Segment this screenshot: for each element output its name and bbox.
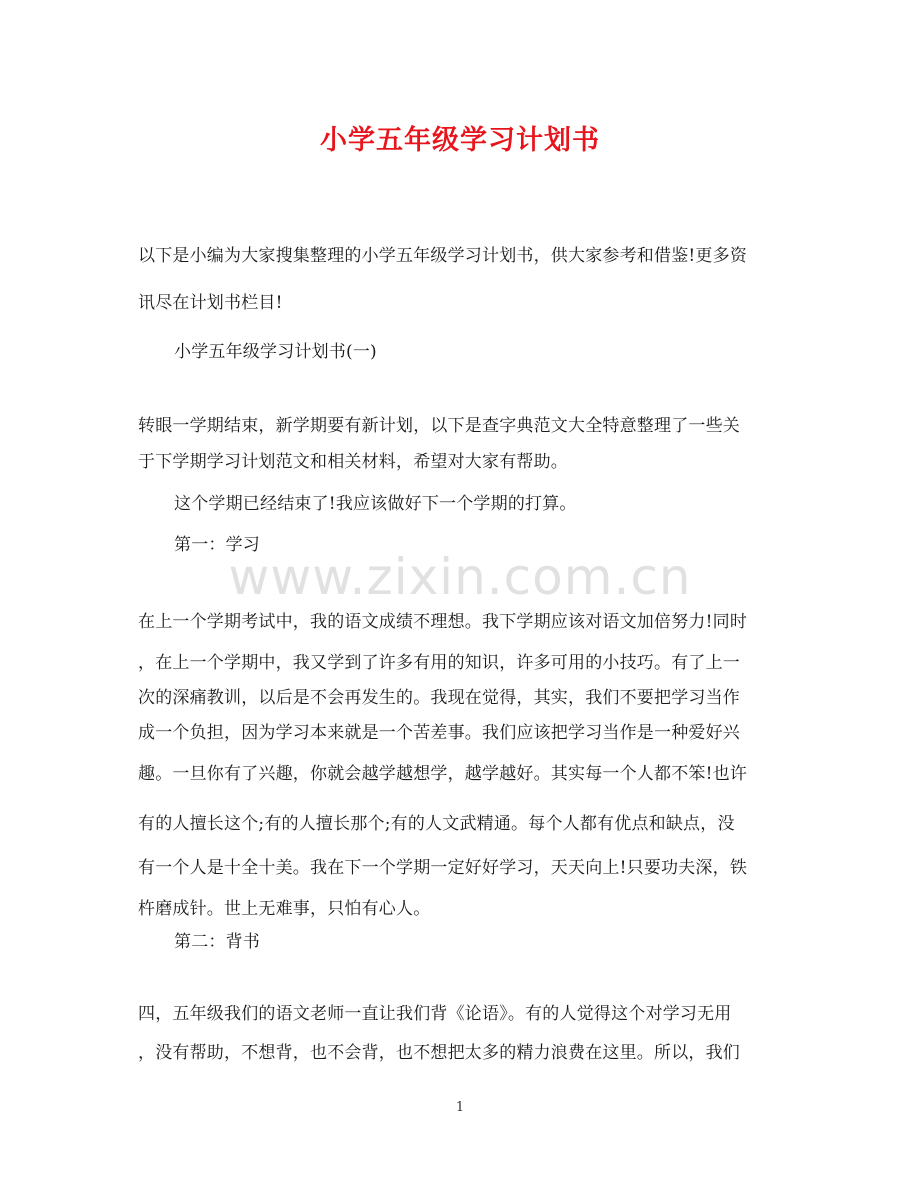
paragraph-line: 四，五年级我们的语文老师一直让我们背《论语》。有的人觉得这个对学习无用 [138,1004,732,1024]
paragraph-line: 转眼一学期结束，新学期要有新计划，以下是查字典范文大全特意整理了一些关 [138,416,740,436]
subheading-recite: 第二：背书 [174,932,260,952]
paragraph-line: 在上一个学期考试中，我的语文成绩不理想。我下学期应该对语文加倍努力!同时 [138,612,748,632]
watermark: www.zixin.com.cn [228,548,692,606]
subheading-study: 第一：学习 [174,535,260,555]
paragraph-line: 次的深痛教训，以后是不会再发生的。我现在觉得，其实，我们不要把学习当作 [138,688,740,708]
document-title: 小学五年级学习计划书 [320,125,600,156]
intro-line-2: 讯尽在计划书栏目! [138,293,283,313]
section-heading-1: 小学五年级学习计划书(一) [174,342,377,362]
paragraph-line: 成一个负担，因为学习本来就是一个苦差事。我们应该把学习当作是一种爱好兴 [138,723,740,743]
paragraph-line: 于下学期学习计划范文和相关材料，希望对大家有帮助。 [138,452,568,472]
page-number: 1 [455,1100,465,1115]
intro-line-1: 以下是小编为大家搜集整理的小学五年级学习计划书，供大家参考和借鉴!更多资 [138,246,748,266]
paragraph-line: 趣。一旦你有了兴趣，你就会越学越想学，越学越好。其实每一个人都不笨!也许 [138,764,748,784]
paragraph-line: ，在上一个学期中，我又学到了许多有用的知识，许多可用的小技巧。有了上一 [138,653,740,673]
paragraph-line: 杵磨成针。世上无难事，只怕有心人。 [138,899,431,919]
paragraph-line: 有的人擅长这个;有的人擅长那个;有的人文武精通。每个人都有优点和缺点，没 [138,814,735,834]
paragraph-line: ，没有帮助，不想背，也不会背，也不想把太多的精力浪费在这里。所以，我们 [138,1043,740,1063]
paragraph-line: 有一个人是十全十美。我在下一个学期一定好好学习，天天向上!只要功夫深，铁 [138,858,748,878]
paragraph-line: 这个学期已经结束了!我应该做好下一个学期的打算。 [174,494,577,514]
